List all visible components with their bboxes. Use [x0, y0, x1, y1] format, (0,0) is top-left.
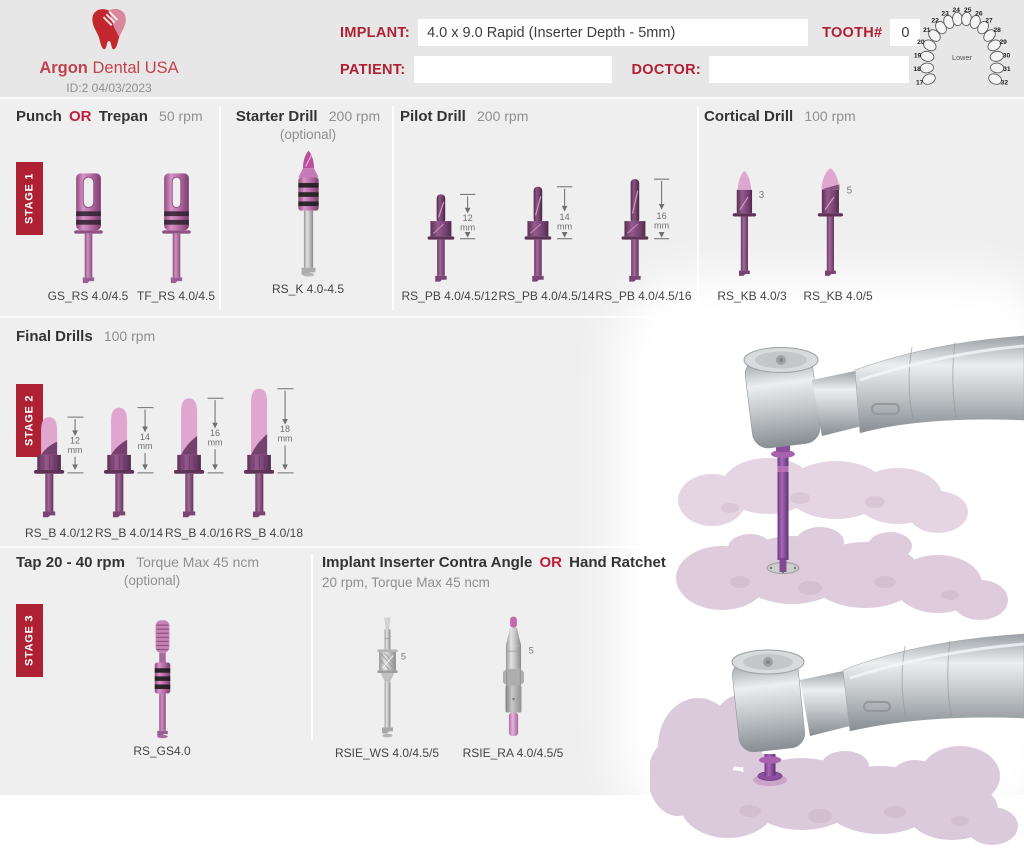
tooth-19[interactable]	[920, 50, 935, 62]
stage-1-badge: STAGE 1	[16, 162, 43, 235]
trepan-title: Trepan	[98, 108, 148, 125]
divider	[311, 554, 313, 740]
tool-label: RS_PB 4.0/4.5/14	[498, 289, 595, 303]
jaw-model	[676, 527, 1008, 620]
inserter-contra-angle-icon	[358, 615, 417, 741]
handpiece-body	[843, 634, 1024, 731]
ratchet-title: Hand Ratchet	[569, 554, 666, 571]
pilot-drill-12-icon	[416, 162, 483, 284]
section-starter-drill	[226, 108, 390, 296]
rpm-text: 50 rpm	[159, 108, 203, 124]
optional-note: (optional)	[279, 127, 337, 142]
tool-label: RS_PB 4.0/4.5/16	[595, 289, 692, 303]
handpiece-head	[743, 348, 821, 450]
svg-text:mm: mm	[654, 220, 670, 231]
patient-label: PATIENT:	[340, 61, 406, 78]
final-drills-title: Final Drills	[16, 328, 93, 345]
tool-rs-b-16	[164, 368, 234, 540]
brand-id-line: ID:2 04/03/2023	[66, 81, 152, 95]
rpm-text: 100 rpm	[103, 328, 156, 344]
svg-text:16: 16	[656, 211, 667, 222]
tool-label: RS_PB 4.0/4.5/12	[401, 289, 498, 303]
svg-text:12: 12	[462, 213, 473, 224]
inserter-title: Implant Inserter Contra Angle	[322, 554, 533, 571]
cortical-title: Cortical Drill	[704, 108, 794, 125]
patient-input[interactable]	[414, 56, 612, 83]
pilot-title: Pilot Drill	[400, 108, 466, 125]
divider	[219, 106, 221, 310]
svg-text:14: 14	[559, 212, 570, 223]
tool-label: RS_B 4.0/12	[24, 526, 94, 540]
divider	[392, 106, 394, 310]
tooth-logo-icon	[86, 5, 132, 53]
rpm-text: 100 rpm	[804, 108, 856, 124]
cortical-drill-3-icon	[721, 166, 784, 284]
tool-rs-b-18	[234, 368, 304, 540]
final-drill-14-icon	[91, 368, 167, 521]
handpiece-drilling-photo	[650, 320, 1024, 627]
pilot-drill-16-icon	[610, 162, 677, 284]
tool-label: GS_RS 4.0/4.5	[47, 289, 129, 303]
svg-text:5: 5	[400, 651, 406, 662]
section-title	[226, 108, 390, 125]
tooth-arch-diagram	[903, 1, 1021, 97]
doctor-label: DOCTOR:	[631, 61, 701, 78]
tooth-number-26: 26	[975, 10, 983, 18]
implant-label: IMPLANT:	[340, 24, 411, 41]
tooth-number-20: 20	[917, 39, 925, 47]
tooth-number-28: 28	[993, 27, 1001, 35]
section-title	[16, 108, 218, 125]
tooth-18[interactable]	[920, 62, 934, 73]
inserter-subtitle: 20 rpm, Torque Max 45 ncm	[322, 575, 490, 590]
tool-label: RS_KB 4.0/3	[717, 289, 787, 303]
tooth-number-27: 27	[985, 17, 993, 25]
tool-label: RS_K 4.0-4.5	[271, 282, 345, 296]
section-tap	[16, 554, 308, 758]
brand-block	[26, 5, 192, 95]
svg-text:14: 14	[140, 431, 151, 442]
implant-input[interactable]	[418, 19, 808, 46]
patient-doctor-row	[340, 56, 909, 83]
arch-label: Lower	[952, 52, 972, 62]
tooth-chart	[903, 1, 1021, 102]
tool-rs-pb-12	[402, 135, 497, 303]
handpiece-head	[731, 650, 806, 753]
drill-shaft	[778, 448, 789, 560]
tooth-number-18: 18	[913, 66, 921, 74]
divider	[0, 546, 668, 548]
torque-text: Torque Max 45 ncm	[136, 554, 260, 570]
tool-label: RS_GS4.0	[133, 744, 191, 758]
tooth-number-21: 21	[923, 27, 931, 35]
tool-label: RS_B 4.0/18	[234, 526, 304, 540]
or-text: OR	[539, 554, 562, 571]
section-title	[16, 554, 308, 571]
tooth-number-31: 31	[1003, 66, 1011, 74]
tooth-number-19: 19	[913, 52, 922, 60]
tool-rs-b-12	[24, 368, 94, 540]
tissue-punch-icon	[60, 171, 117, 284]
svg-text:mm: mm	[557, 221, 573, 232]
tooth-number-25: 25	[964, 7, 972, 15]
tool-label: RS_B 4.0/16	[164, 526, 234, 540]
tooth-number-23: 23	[941, 10, 949, 18]
rpm-text: 200 rpm	[477, 108, 529, 124]
inserter-hand-ratchet-icon	[484, 615, 543, 741]
final-drill-12-icon	[21, 368, 97, 521]
tool-rsie-ra	[458, 608, 568, 760]
svg-text:mm: mm	[460, 222, 476, 233]
section-title	[704, 108, 916, 125]
brand-name-rest: Dental USA	[87, 59, 179, 77]
tools-row	[16, 135, 218, 303]
svg-text:12: 12	[70, 435, 81, 446]
tool-label: RSIE_WS 4.0/4.5/5	[334, 746, 440, 760]
trepan-drill-icon	[148, 171, 205, 284]
tool-rs-b-14	[94, 368, 164, 540]
tools-row	[704, 135, 916, 303]
tool-label: RS_KB 4.0/5	[803, 289, 873, 303]
section-inserter	[322, 554, 666, 760]
tooth-number-32: 32	[1000, 79, 1009, 87]
tools-row	[226, 148, 390, 296]
brand-name-bold: Argon	[39, 59, 88, 77]
svg-text:mm: mm	[67, 445, 83, 455]
tooth-number-17: 17	[915, 79, 924, 87]
tooth-number-29: 29	[999, 39, 1007, 47]
section-final-drills-title	[16, 328, 155, 345]
svg-text:mm: mm	[137, 441, 153, 452]
tooth-number-label: TOOTH#	[822, 24, 883, 41]
tools-row	[16, 610, 308, 758]
tooth-number-22: 22	[931, 17, 939, 25]
optional-note: (optional)	[123, 573, 181, 588]
tool-rs-k	[266, 148, 350, 296]
cortical-drill-5-icon	[807, 166, 870, 284]
section-cortical-drill	[704, 108, 916, 303]
pilot-drill-14-icon	[513, 162, 580, 284]
starter-drill-icon	[280, 148, 337, 277]
handpiece-body	[855, 336, 1024, 433]
tool-label: TF_RS 4.0/4.5	[136, 289, 216, 303]
implant-row	[340, 19, 920, 46]
svg-text:3: 3	[758, 190, 764, 201]
tool-rs-kb-3	[712, 135, 792, 303]
divider	[0, 316, 652, 318]
tool-rs-pb-16	[596, 135, 691, 303]
svg-text:mm: mm	[277, 433, 293, 444]
svg-text:5: 5	[846, 185, 852, 197]
tooth-31[interactable]	[990, 62, 1004, 73]
final-drill-18-icon	[231, 368, 307, 521]
handpiece-implant-seated-photo	[650, 616, 1024, 862]
svg-text:5: 5	[528, 645, 534, 656]
section-pilot-drill	[400, 108, 694, 303]
tools-row	[400, 135, 694, 303]
tap-icon	[138, 617, 187, 739]
section-title	[400, 108, 694, 125]
starter-title: Starter Drill	[235, 108, 318, 125]
rpm-text: 200 rpm	[328, 108, 381, 124]
tool-rs-gs	[112, 610, 212, 758]
tool-rsie-ws	[332, 608, 442, 760]
tool-gs-rs	[47, 135, 129, 303]
tool-label: RS_B 4.0/14	[94, 526, 164, 540]
stage-3-badge: STAGE 3	[16, 604, 43, 677]
brand-name	[26, 59, 192, 78]
tool-rs-pb-14	[499, 135, 594, 303]
section-title	[322, 554, 666, 571]
or-text: OR	[69, 108, 92, 125]
surgical-guide-model	[678, 458, 968, 533]
final-drill-16-icon	[161, 368, 237, 521]
tool-label: RSIE_RA 4.0/4.5/5	[462, 746, 564, 760]
tooth-number-30: 30	[1002, 52, 1011, 60]
divider	[697, 106, 699, 310]
tool-tf-rs	[136, 135, 216, 303]
tools-row	[322, 608, 662, 760]
stage-2-badge: STAGE 2	[16, 384, 43, 457]
svg-text:18: 18	[280, 424, 291, 435]
section-punch-trepan	[16, 108, 218, 303]
svg-text:mm: mm	[207, 437, 223, 448]
tool-rs-kb-5	[798, 135, 878, 303]
tooth-number-24: 24	[952, 7, 960, 15]
punch-title: Punch	[16, 108, 62, 125]
tap-title: Tap 20 - 40 rpm	[16, 554, 125, 571]
doctor-input[interactable]	[709, 56, 909, 83]
final-drills-row	[24, 368, 304, 540]
svg-text:16: 16	[210, 428, 221, 438]
